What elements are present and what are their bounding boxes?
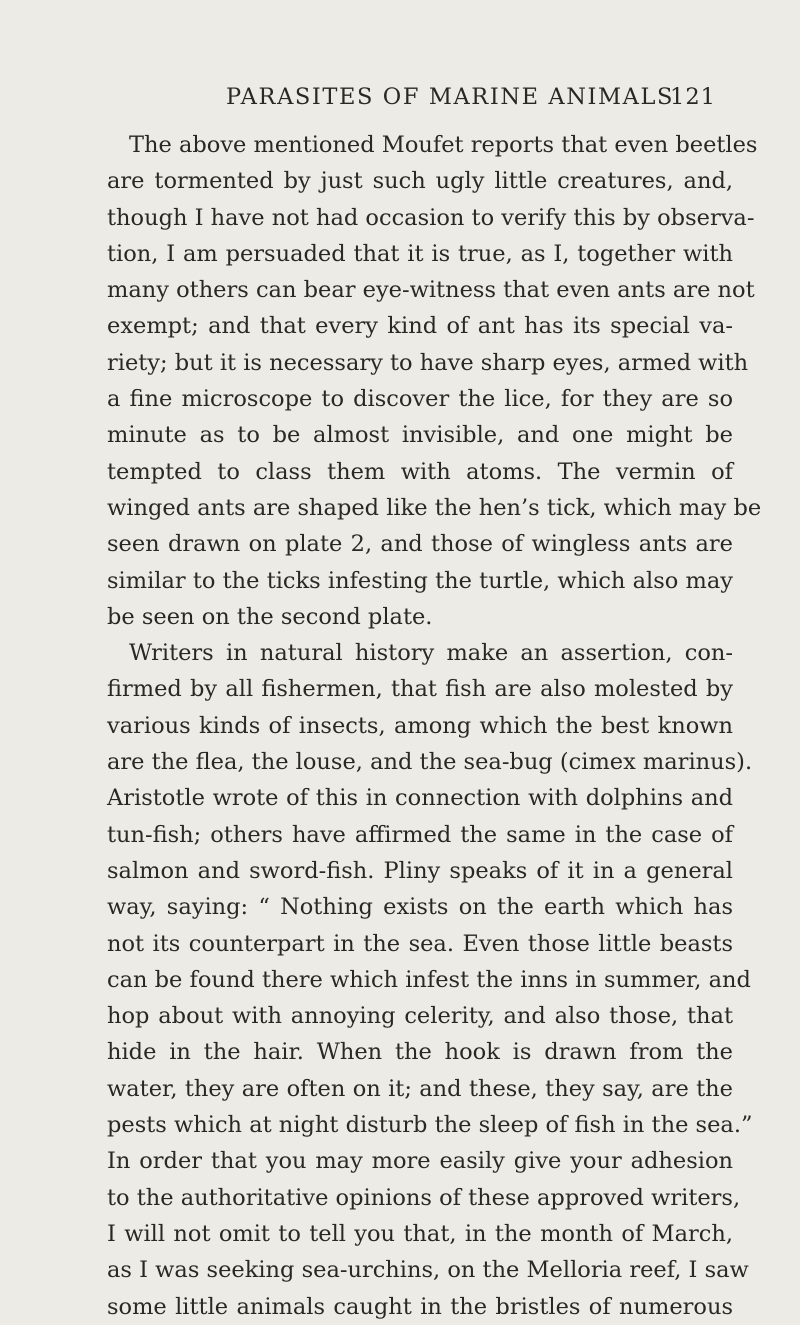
text-line: way, saying: “ Nothing exists on the earth which has	[107, 894, 733, 921]
running-title: PARASITES OF MARINE ANIMALS	[226, 84, 675, 110]
text-line: Aristotle wrote of this in connection with dolphins and	[107, 785, 733, 812]
text-line: hop about with annoying celerity, and also those, that	[107, 1003, 733, 1030]
text-line: firmed by all fishermen, that fish are also molested by	[107, 676, 733, 703]
text-line: many others can bear eye-witness that even ants are not	[107, 277, 755, 304]
text-line: tion, I am persuaded that it is true, as I, together with	[107, 240, 733, 267]
text-line: In order that you may more easily give your adhesion	[107, 1148, 733, 1175]
text-line: not its counterpart in the sea. Even those little beasts	[107, 930, 733, 957]
text-line: a fine microscope to discover the lice, for they are so	[107, 386, 733, 413]
text-line: seen drawn on plate 2, and those of wingless ants are	[107, 531, 733, 558]
text-line: though I have not had occasion to verify this by observa-	[107, 204, 755, 231]
text-line: are tormented by just such ugly little creatures, and,	[107, 168, 733, 195]
text-line: tempted to class them with atoms. The vermin of	[107, 458, 733, 485]
text-line: be seen on the second plate.	[107, 603, 433, 630]
text-line: salmon and sword-fish. Pliny speaks of it in a general	[107, 857, 733, 884]
text-line: I will not omit to tell you that, in the month of March,	[107, 1220, 733, 1247]
text-line: exempt; and that every kind of ant has its special va-	[107, 313, 733, 340]
text-line: as I was seeking sea-urchins, on the Melloria reef, I saw	[107, 1257, 749, 1284]
body-text	[107, 127, 762, 1325]
text-line: similar to the ticks infesting the turtle, which also may	[107, 567, 733, 594]
text-line: minute as to be almost invisible, and one might be	[107, 422, 733, 449]
page-number: 121	[670, 84, 716, 110]
text-line: to the authoritative opinions of these approved writers,	[107, 1184, 741, 1211]
text-line: can be found there which infest the inns in summer, and	[107, 966, 751, 993]
text-line: The above mentioned Moufet reports that even beetles	[129, 132, 758, 158]
text-line: Writers in natural history make an assertion, con-	[129, 640, 733, 667]
text-line: tun-fish; others have affirmed the same in the case of	[107, 821, 733, 848]
text-line: various kinds of insects, among which the best known	[107, 712, 733, 739]
text-line: winged ants are shaped like the hen’s tick, which may be	[107, 494, 762, 521]
text-line: water, they are often on it; and these, they say, are the	[107, 1075, 733, 1102]
text-line: pests which at night disturb the sleep of fish in the sea.”	[107, 1112, 753, 1139]
text-line: riety; but it is necessary to have sharp eyes, armed with	[107, 349, 749, 376]
text-line: some little animals caught in the bristles of numerous	[107, 1293, 733, 1320]
text-line: are the flea, the louse, and the sea-bug (cimex marinus).	[107, 749, 753, 776]
text-line: hide in the hair. When the hook is drawn from the	[107, 1039, 733, 1066]
